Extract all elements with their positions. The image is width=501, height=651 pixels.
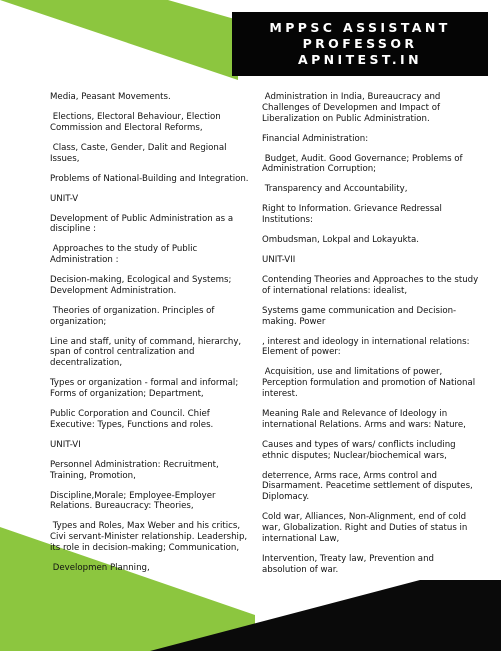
syllabus-item: Personnel Administration: Recruitment, Training, Promotion,	[50, 459, 222, 481]
syllabus-item: Cold war, Alliances, Non-Alignment, end of cold war, Globalization. Right and Duties of status in international Law,	[262, 512, 471, 544]
banner-line-2: PROFESSOR	[302, 36, 418, 51]
syllabus-item: Developmen Planning,	[50, 562, 150, 573]
syllabus-item: Problems of National-Building and Integration.	[50, 173, 249, 184]
syllabus-item: Public Corporation and Council. Chief Executive: Types, Functions and roles.	[50, 409, 214, 430]
syllabus-item: Transparency and Accountability,	[262, 184, 408, 195]
syllabus-item: Administration in India, Bureaucracy and Challenges of Developmen and Impact of Liberalization on Public Administration.	[262, 92, 444, 124]
syllabus-item: Media, Peasant Movements.	[50, 92, 171, 102]
right-column	[262, 92, 480, 585]
syllabus-item: Types and Roles, Max Weber and his critics, Civi servant-Minister relationship. Leadership, its role in decision-making; Communication,	[50, 521, 250, 553]
syllabus-item: Development of Public Administration as a discipline :	[50, 213, 236, 235]
banner-line-3: APNITEST.IN	[298, 52, 422, 67]
syllabus-item: Financial Administration:	[262, 133, 369, 144]
syllabus-item: Discipline,Morale; Employee-Employer Relations. Bureaucracy: Theories,	[50, 490, 219, 512]
syllabus-item: Line and staff, unity of command, hierarchy, span of control centralization and decentralization,	[50, 336, 244, 369]
left-column	[50, 92, 250, 583]
syllabus-item: Causes and types of wars/ conflicts including ethnic disputes; Nuclear/biochemical wars,	[262, 439, 459, 461]
syllabus-item: Elections, Electoral Behaviour, Election Commission and Electoral Reforms,	[50, 111, 224, 133]
syllabus-item: Budget, Audit. Good Governance; Problems of Administration Corruption;	[262, 153, 466, 175]
syllabus-item: Ombudsman, Lokpal and Lokayukta.	[262, 235, 419, 246]
syllabus-item: Theories of organization. Principles of organization;	[50, 305, 218, 327]
syllabus-item: Class, Caste, Gender, Dalit and Regional Issues,	[50, 142, 230, 164]
unit-heading: UNIT-VII	[262, 255, 296, 266]
syllabus-item: Contending Theories and Approaches to the study of international relations: idealist,	[262, 275, 481, 296]
syllabus-item: Systems game communication and Decision- making. Power	[262, 305, 459, 327]
unit-heading: UNIT-VI	[50, 439, 81, 450]
syllabus-item: deterrence, Arms race, Arms control and Disarmament. Peacetime settlement of disputes, Diplomacy.	[262, 470, 476, 503]
syllabus-item: Acquisition, use and limitations of power, Perception formulation and promotion of National interest.	[262, 367, 478, 400]
header-banner	[232, 12, 488, 76]
syllabus-item: Decision-making, Ecological and Systems; Development Administration.	[50, 275, 235, 296]
syllabus-item: Approaches to the study of Public Administration :	[50, 244, 201, 266]
syllabus-item: Intervention, Treaty law, Prevention and absolution of war.	[262, 553, 437, 575]
syllabus-item: Meaning Rale and Relevance of Ideology in international Relations. Arms and wars: Nature,	[262, 409, 466, 430]
syllabus-item: Types or organization - formal and informal; Forms of organization; Department,	[50, 378, 241, 400]
unit-heading: UNIT-V	[50, 193, 79, 204]
syllabus-item: , interest and ideology in international relations: Element of power:	[262, 336, 473, 358]
banner-line-1: MPPSC ASSISTANT	[269, 20, 451, 35]
syllabus-item: Right to Information. Grievance Redressal Institutions:	[262, 204, 445, 226]
top-green-corner	[0, 0, 238, 80]
